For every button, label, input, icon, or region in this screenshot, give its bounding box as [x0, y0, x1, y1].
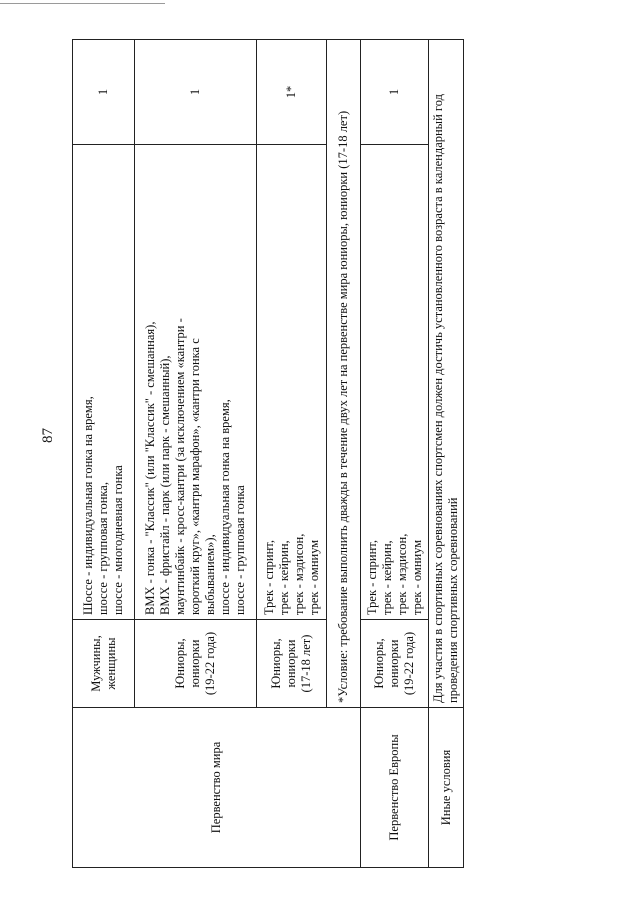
number-cell: 1*	[257, 40, 327, 145]
discipline-line: трек - омниум	[306, 539, 321, 615]
page-number: 87	[40, 428, 56, 443]
discipline-line: Трек - спринт,	[261, 540, 276, 615]
discipline-line: Шоссе - индивидуальная гонка на время,	[81, 396, 95, 615]
group-line: женщины	[103, 637, 118, 690]
discipline-line: трек - мэдисон,	[394, 533, 409, 615]
disciplines-cell	[257, 145, 327, 620]
discipline-line: короткий круг», «кантри марафон», «кантри гонка с	[188, 338, 202, 615]
discipline-line: шоссе - групповая гонка	[233, 485, 247, 615]
group-line: Юниоры,	[372, 638, 386, 689]
group-line: (17-18 лет)	[299, 634, 313, 693]
group-line: юниорки	[284, 639, 298, 688]
group-line: (19-22 года)	[402, 631, 416, 696]
disciplines-cell	[135, 145, 257, 620]
discipline-line: трек - мэдисон,	[291, 533, 306, 615]
disciplines-cell	[73, 145, 135, 620]
discipline-line: трек - омниум	[409, 539, 424, 615]
group-line: Юниоры,	[269, 638, 283, 689]
discipline-line: ВМХ - гонка - "Классик" (или "Классик" - смешанная),	[143, 321, 157, 615]
group-line: юниорки	[188, 639, 202, 688]
top-rule	[0, 3, 165, 4]
group-cell	[73, 620, 135, 708]
table-row	[361, 40, 429, 868]
event-world-cell: Первенство мира	[73, 708, 361, 868]
discipline-line: шоссе - многодневная гонка	[111, 465, 125, 615]
number-cell: 1	[73, 40, 135, 145]
other-conditions-label: Иные условия	[429, 708, 464, 868]
discipline-line: выбыванием»),	[203, 534, 217, 615]
rotated-page-content	[72, 40, 463, 868]
group-line: (19-22 года)	[203, 631, 217, 696]
table-row	[73, 40, 135, 868]
group-cell	[257, 620, 327, 708]
number-cell: 1	[361, 40, 429, 145]
number-cell: 1	[135, 40, 257, 145]
group-line: Юниоры,	[173, 638, 187, 689]
group-line: Мужчины,	[88, 635, 103, 692]
disciplines-cell	[361, 145, 429, 620]
discipline-line: трек - кейрин,	[276, 540, 291, 615]
event-europe-cell: Первенство Европы	[361, 708, 429, 868]
group-cell	[361, 620, 429, 708]
table-row	[429, 40, 464, 868]
group-cell	[135, 620, 257, 708]
discipline-line: маунтинбайк - кросс-кантри (за исключением «кантри -	[173, 318, 187, 615]
requirements-table	[72, 39, 464, 868]
other-conditions-text: Для участия в спортивных соревнованиях спортсмен должен достичь установленного возраста в календарный год проведения спортивных соревнований	[429, 40, 464, 708]
footnote-condition: *Условие: требование выполнить дважды в течение двух лет на первенстве мира юниоры, юниорки (17-18 лет)	[327, 40, 361, 708]
group-line: юниорки	[387, 639, 401, 688]
discipline-line: шоссе - групповая гонка,	[96, 482, 110, 615]
discipline-line: Трек - спринт,	[364, 540, 379, 615]
discipline-line: трек - кейрин,	[379, 540, 394, 615]
discipline-line: ВМХ - фристайл - парк (или парк - смешанный),	[158, 355, 172, 615]
discipline-line: шоссе - индивидуальная гонка на время,	[218, 399, 232, 615]
